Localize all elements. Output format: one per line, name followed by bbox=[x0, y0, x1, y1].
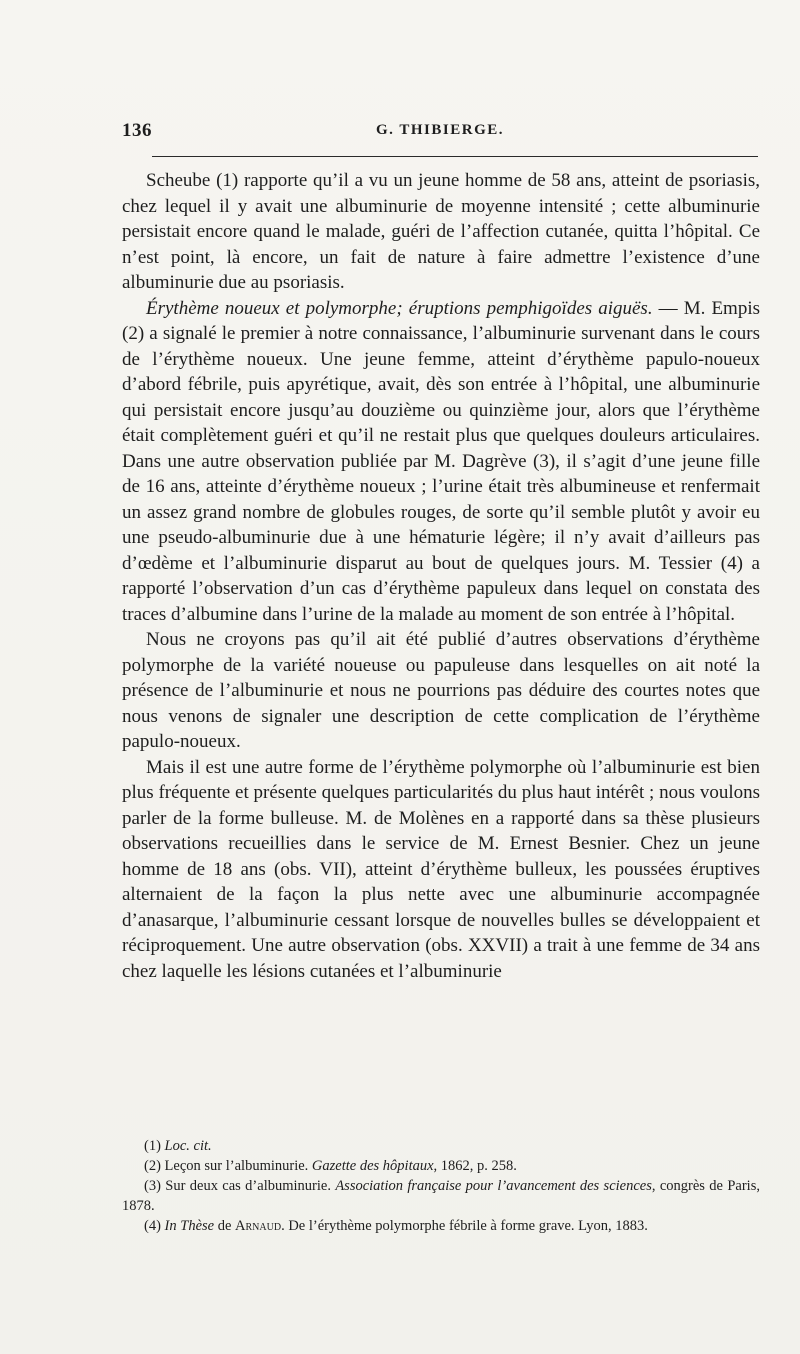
header-rule bbox=[152, 156, 758, 157]
footnote-4: (4) In Thèse de Arnaud. De l’érythème polymorphe fébrile à forme grave. Lyon, 1883. bbox=[144, 1218, 648, 1234]
footnote-1: (1) Loc. cit. bbox=[144, 1138, 212, 1154]
footnote-2: (2) Leçon sur l’albuminurie. Gazette des hôpitaux, 1862, p. 258. bbox=[144, 1158, 517, 1174]
paragraph-scheube: Scheube (1) rapporte qu’il a vu un jeune homme de 58 ans, atteint de psoriasis, chez lequel il y avait une albuminurie de moyenne intensité ; cette albuminurie persistait encore quand le malade, guéri de l’affection cutanée, quitta l’hôpital. Ce n’est point, là encore, un fait de nature à faire admettre l’existence d’une albuminurie due au psoriasis. bbox=[122, 170, 760, 293]
footnote-3: (3) Sur deux cas d’albuminurie. Association française pour l’avancement des sciences, congrès de Paris, 1878. bbox=[122, 1178, 760, 1214]
paragraph-forme-bulleuse: Mais il est une autre forme de l’érythème polymorphe où l’albuminurie est bien plus fréquente et présente quelques particularités du plus haut intérêt ; nous voulons parler de la forme bulleuse. M. de Molènes en a rapporté dans sa thèse plusieurs observations recueillies dans le service de M. Ernest Besnier. Chez un jeune homme de 18 ans (obs. VII), atteint d’érythème bulleux, les poussées éruptives alternaient de la façon la plus nette avec une albuminurie accompagnée d’anasarque, l’albuminurie cessant lorsque de nouvelles bulles se développaient et réciproquement. Une autre observation (obs. XXVII) a trait à une femme de 34 ans chez laquelle les lésions cutanées et l’albuminurie bbox=[122, 756, 760, 982]
footnotes bbox=[122, 1136, 760, 1236]
paragraph-erytheme-text: — M. Empis (2) a signalé le premier à notre connaissance, l’albuminurie survenant dans le cours de l’érythème noueux. Une jeune femme, atteint d’érythème papulo-noueux d’abord fébrile, puis apyrétique, avait, dès son entrée à l’hôpital, une albuminurie qui persistait encore jusqu’au douzième ou quinzième jour, alors que l’érythème était complètement guéri et qu’il ne restait plus que quelques douleurs articulaires. Dans une autre observation publiée par M. Dagrève (3), il s’agit d’une jeune fille de 16 ans, atteinte d’érythème noueux ; l’urine était très albumineuse et renfermait un assez grand nombre de globules rouges, de sorte qu’il semble plutôt y avoir eu une pseudo-albuminurie due à une hématurie légère; il n’y avait d’ailleurs pas d’œdème et l’albuminurie disparut au bout de quelques jours. M. Tessier (4) a rapporté l’observation d’un cas d’érythème papuleux dans lequel on constata des traces d’albumine dans l’urine de la malade au moment de son entrée à l’hôpital. bbox=[122, 297, 760, 625]
section-title: Érythème noueux et polymorphe; éruptions pemphigoïdes aiguës. bbox=[146, 297, 653, 319]
paragraph-erytheme bbox=[122, 296, 760, 628]
running-title: G. THIBIERGE. bbox=[375, 122, 504, 138]
page-header bbox=[122, 120, 758, 148]
body-text bbox=[122, 168, 760, 984]
page-number: 136 bbox=[122, 120, 152, 141]
paragraph-observations: Nous ne croyons pas qu’il ait été publié d’autres observations d’érythème polymorphe de la variété noueuse ou papuleuse dans lesquelles on ait noté la présence de l’albuminurie et nous ne pourrions pas déduire des courtes notes que nous venons de signaler une description de cette complication de l’érythème papulo-noueux. bbox=[122, 629, 760, 752]
